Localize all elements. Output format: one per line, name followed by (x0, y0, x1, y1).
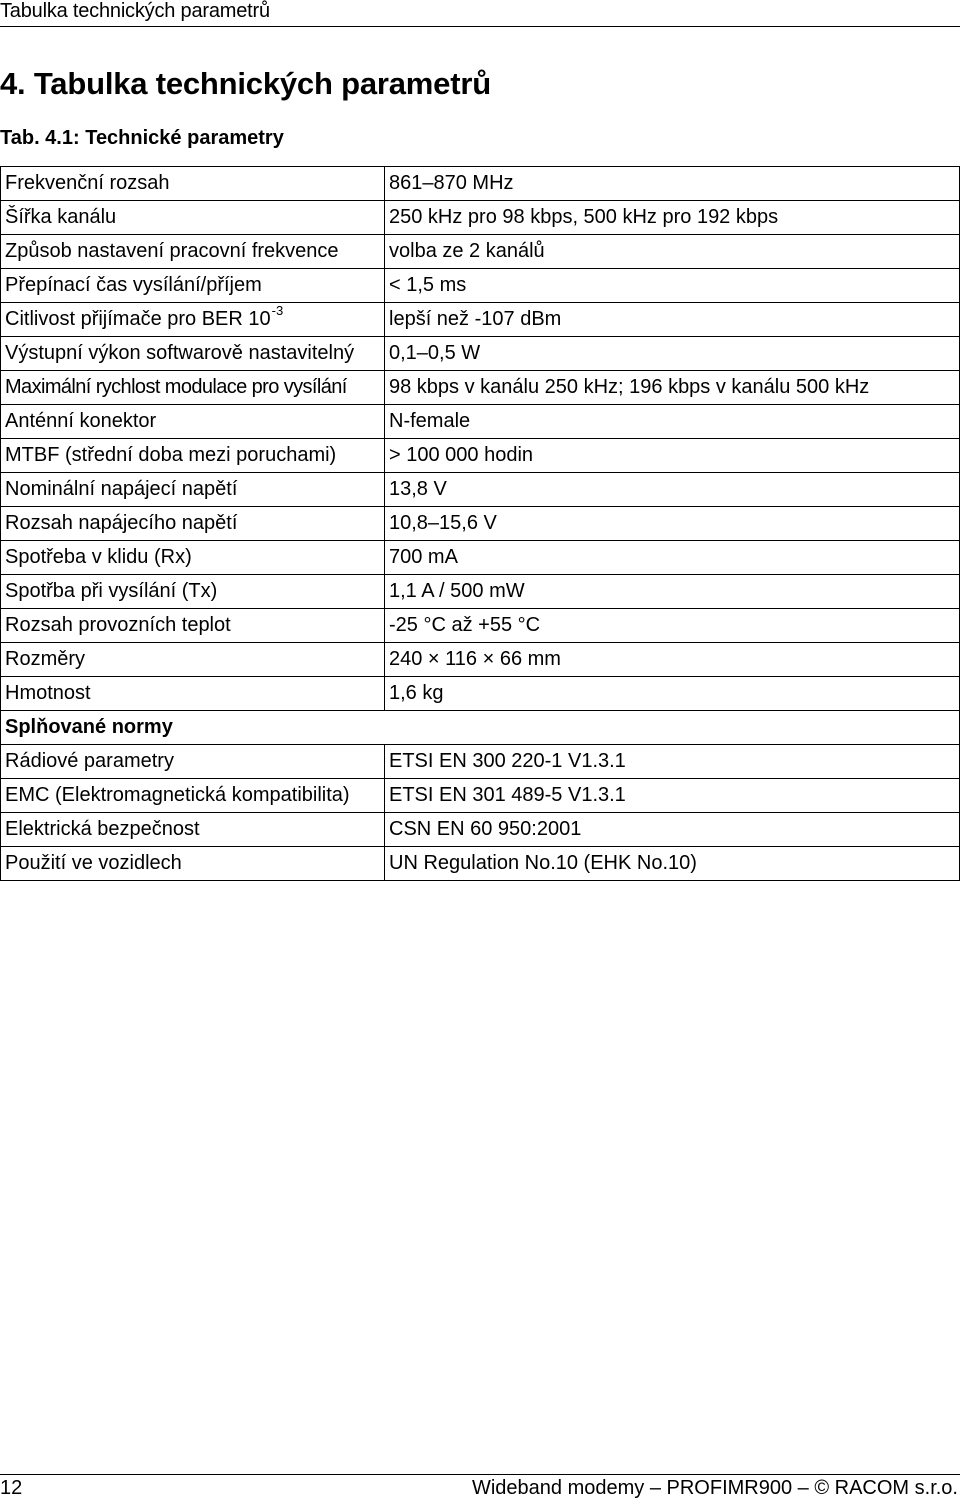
table-row (1, 609, 960, 643)
param-cell: Anténní konektor (1, 405, 385, 439)
param-cell: Použití ve vozidlech (1, 847, 385, 881)
value-cell: 13,8 V (385, 473, 960, 507)
table-row (1, 303, 960, 337)
running-header-title: Tabulka technických parametrů (0, 0, 270, 22)
value-cell: N-female (385, 405, 960, 439)
value-cell: 0,1–0,5 W (385, 337, 960, 371)
param-cell: Přepínací čas vysílání/příjem (1, 269, 385, 303)
value-cell: UN Regulation No.10 (EHK No.10) (385, 847, 960, 881)
footer-divider (0, 1474, 960, 1475)
table-row (1, 507, 960, 541)
table-row (1, 337, 960, 371)
table-row (1, 541, 960, 575)
table-row (1, 371, 960, 405)
value-cell: CSN EN 60 950:2001 (385, 813, 960, 847)
table-row (1, 677, 960, 711)
param-cell: Spotřba při vysílání (Tx) (1, 575, 385, 609)
table-row (1, 575, 960, 609)
table-row (1, 405, 960, 439)
param-cell: EMC (Elektromagnetická kompatibilita) (1, 779, 385, 813)
value-cell: lepší než -107 dBm (385, 303, 960, 337)
table-caption: Tab. 4.1: Technické parametry (0, 127, 284, 149)
table-row (1, 473, 960, 507)
value-cell: 861–870 MHz (385, 167, 960, 201)
table-row (1, 813, 960, 847)
param-cell: Rozsah napájecího napětí (1, 507, 385, 541)
value-cell: 250 kHz pro 98 kbps, 500 kHz pro 192 kbps (385, 201, 960, 235)
table-row (1, 745, 960, 779)
param-cell: Frekvenční rozsah (1, 167, 385, 201)
table-row (1, 779, 960, 813)
param-cell: Šířka kanálu (1, 201, 385, 235)
table-row (1, 201, 960, 235)
technical-parameters-table (0, 166, 960, 881)
param-cell: Elektrická bezpečnost (1, 813, 385, 847)
table-row (1, 269, 960, 303)
value-cell: 700 mA (385, 541, 960, 575)
param-cell: Rozsah provozních teplot (1, 609, 385, 643)
param-cell: MTBF (střední doba mezi poruchami) (1, 439, 385, 473)
value-cell: 240 × 116 × 66 mm (385, 643, 960, 677)
value-cell: > 100 000 hodin (385, 439, 960, 473)
param-cell: Hmotnost (1, 677, 385, 711)
param-cell: Způsob nastavení pracovní frekvence (1, 235, 385, 269)
table-row (1, 235, 960, 269)
table-row (1, 847, 960, 881)
section-heading: Splňované normy (1, 711, 960, 745)
value-cell: -25 °C až +55 °C (385, 609, 960, 643)
param-cell: Maximální rychlost modulace pro vysílání (1, 371, 385, 405)
param-cell: Rozměry (1, 643, 385, 677)
value-cell: 10,8–15,6 V (385, 507, 960, 541)
param-cell: Výstupní výkon softwarově nastavitelný (1, 337, 385, 371)
chapter-title: 4. Tabulka technických parametrů (0, 66, 491, 101)
param-cell: Rádiové parametry (1, 745, 385, 779)
value-cell: volba ze 2 kanálů (385, 235, 960, 269)
value-cell: ETSI EN 301 489-5 V1.3.1 (385, 779, 960, 813)
value-cell: 1,1 A / 500 mW (385, 575, 960, 609)
table-row (1, 643, 960, 677)
value-cell: ETSI EN 300 220-1 V1.3.1 (385, 745, 960, 779)
footer-document-title: Wideband modemy – PROFIMR900 – © RACOM s.r.o. (471, 1477, 958, 1499)
value-cell: < 1,5 ms (385, 269, 960, 303)
value-cell: 98 kbps v kanálu 250 kHz; 196 kbps v kanálu 500 kHz (385, 371, 960, 405)
param-cell: Nominální napájecí napětí (1, 473, 385, 507)
param-text: Citlivost přijímače pro BER 10 (5, 308, 271, 330)
param-cell (1, 303, 385, 337)
table-row (1, 439, 960, 473)
section-row (1, 711, 960, 745)
exponent: -3 (271, 303, 284, 319)
param-cell: Spotřeba v klidu (Rx) (1, 541, 385, 575)
value-cell: 1,6 kg (385, 677, 960, 711)
page-number: 12 (0, 1477, 23, 1499)
table-row (1, 167, 960, 201)
running-header (0, 0, 960, 27)
